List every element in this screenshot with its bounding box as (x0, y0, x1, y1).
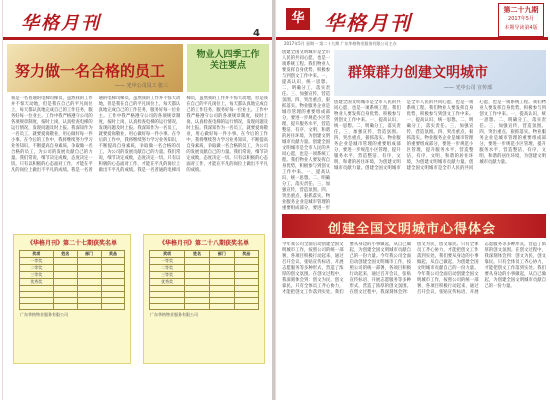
issue-guide: 本期导读第4版 (504, 25, 538, 31)
table-row (19, 304, 125, 310)
winners-box-28 (143, 234, 265, 364)
table-header: 部门 (209, 251, 234, 258)
table-header: 姓名 (185, 251, 210, 258)
table-row (19, 265, 125, 272)
left-page-number: 4 (253, 28, 260, 39)
issue-number: 第二十九期 (503, 6, 539, 14)
table-header: 姓名 (53, 251, 77, 258)
table-header: 奖项 (149, 251, 185, 258)
table-row (149, 265, 258, 272)
issue-date: 2017年5月 (508, 16, 534, 22)
section-headline: 创建全国文明城市心得体会 (328, 222, 497, 237)
right-masthead-title: 华格月刊 (324, 11, 412, 35)
winners-table-27 (19, 250, 126, 310)
table-row (149, 258, 258, 265)
winners-box-27-title: 《华格月刊》第二十七期获奖名单 (26, 240, 117, 247)
table-cell: 三等奖 (149, 272, 185, 279)
company-logo: 华 (286, 8, 310, 30)
table-header: 奖品 (101, 251, 125, 258)
table-row (149, 279, 258, 286)
right-masthead (276, 0, 548, 40)
table-row (19, 279, 125, 286)
right-body-text: 创建全国文明城市是全市人民的共同心愿，也是一项系统工程。我们物业人要发挥自身优势，积极参与到创文工作中来。一、提高认识，统一思想。二、明确分工，落实责任。三、加强宣传，营造氛围。四、突出重点，狠抓落实。物业服务企业是城市管理的重要组成部分，要进一步规范小区管理，提升服务水平，营造整洁、有序、文明、和谐的居住环境，为创建文明城市贡献力量。创建全国文明城市是全市人民的共同心愿，也是一项系统工程。我们物业人要发挥自身优势，积极参与到创文工作中来。一、提高认识，统一思想。二、明确分工，落实责任。三、加强宣传，营造氛围。四、突出重点，狠抓落实。物业服务企业是城市管理的重要组成部分，要进一步规范小区管理，提升服务水平，营造整洁、有序、文明、和谐的居住环境，为创建文明城市贡献力量。创建全国文明城市是全市人民的共同心愿，也是一项系统工程。我们物业人要发挥自身优势，积极参与到创文工作中来。一、提高认识，统一思想。二、明确分工，落实责任。三、加强宣传，营造氛围。四、突出重点，狠抓落实。物业服务企业是城市管理的重要组成部分，要进一步规范小区管理，提升服务水平，营造整洁、有序、文明、和谐的居住环境，为创建文明城市贡献力量。 (334, 100, 546, 171)
left-masthead-title: 华格月刊 (21, 13, 101, 34)
table-cell: 三等奖 (19, 272, 53, 279)
table-cell: 一等奖 (149, 258, 185, 265)
side-feature-banner (187, 44, 269, 92)
table-row (19, 258, 125, 265)
side-feature-headline: 物业人四季工作关注要点 (196, 50, 260, 71)
right-left-column-text: 创建全国文明城市是全市人民的共同心愿，也是一项系统工程。我们物业人要发挥自身优势，积极参与到创文工作中来。一、提高认识，统一思想。二、明确分工，落实责任。三、加强宣传，营造氛围。四、突出重点，狠抓落实。物业服务企业是城市管理的重要组成部分，要进一步规范小区管理，提升服务水平，营造整洁、有序、文明、和谐的居住环境，为创建文明城市贡献力量。创建全国文明城市是全市人民的共同心愿，也是一项系统工程。我们物业人要发挥自身优势，积极参与到创文工作中来。一、提高认识，统一思想。二、明确分工，落实责任。三、加强宣传，营造氛围。四、突出重点，狠抓落实。物业服务企业是城市管理的重要组成部分，要进一步 (282, 50, 330, 210)
right-banner-headline: 群策群力创建文明城市 (348, 65, 488, 81)
right-banner-subtitle: —— 光中公司 宣传部 (444, 85, 493, 91)
table-header: 奖品 (234, 251, 259, 258)
winners-table-28 (149, 250, 259, 310)
left-banner-headline: 努力做一名合格的员工 (15, 62, 166, 80)
issue-info-box (498, 3, 544, 37)
table-cell: 二等奖 (149, 265, 185, 272)
winners-box-28-footer: 广东华格物业服务有限公司 (150, 312, 198, 317)
winners-box-27 (13, 234, 131, 364)
table-cell: 优秀奖 (19, 279, 53, 286)
dateline: 2017年5月 星期一 第二十九期 广东华格物业服务有限公司主办 (284, 41, 397, 46)
right-bottom-text: 今年我公司全面启动创建全国文明城市工作，按照公司的统一部署，各项目积极行动起来，通过召开会议、张贴宣传标语、开展志愿服务等多种形式，营造了浓厚的创文氛围。在创文过程中，我深刻体会到：创文为民，创文靠民。只有全体员工齐心协力，才能把创文工作落到实处。我们要从身边的小事做起，从自己做起，为创建全国文明城市贡献自己的一份力量。今年我公司全面启动创建全国文明城市工作，按照公司的统一部署，各项目积极行动起来，通过召开会议、张贴宣传标语、开展志愿服务等多种形式，营造了浓厚的创文氛围。在创文过程中，我深刻体会到：创文为民，创文靠民。只有全体员工齐心协力，才能把创文工作落到实处。我们要从身边的小事做起，从自己做起，为创建全国文明城市贡献自己的一份力量。今年我公司全面启动创建全国文明城市工作，按照公司的统一部署，各项目积极行动起来，通过召开会议、张贴宣传标语、开展志愿服务等多种形式，营造了浓厚的创文氛围。在创文过程中，我深刻体会到：创文为民，创文靠民。只有全体员工齐心协力，才能把创文工作落到实处。我们要从身边的小事做起，从自己做起，为创建全国文明城市贡献自己的一份力量。 (282, 242, 546, 295)
table-cell: 二等奖 (19, 265, 53, 272)
table-cell: 优秀奖 (149, 279, 185, 286)
section-banner (282, 214, 546, 238)
left-banner (7, 44, 183, 92)
winners-box-28-title: 《华格月刊》第二十八期获奖名单 (158, 240, 249, 247)
table-header: 奖项 (19, 251, 53, 258)
table-header: 部门 (77, 251, 101, 258)
right-page (275, 0, 548, 400)
left-page (2, 0, 273, 400)
table-cell: 一等奖 (19, 258, 53, 265)
table-row (149, 304, 258, 310)
table-row (19, 272, 125, 279)
left-body-text: 我是一名普通的电梯司梯员，虽然我的工作并不惊天动地，但是我在自己的平凡岗位上，每天都认真地完成自己的工作任务，服务好每一位业主。工作中我严格遵守公司的各项规章制度，按时上岗，认真检查电梯的运行情况，发现问题及时上报。我深知作为一名员工，就要爱岗敬业，用心做好每一件小事。在今后的工作中，我将继续努力学习业务知识，不断提高自身素质，争取做一名合格的员工，为公司的发展贡献自己的力量。我们常说，细节决定成败，态度决定一切。只有以积极的心态面对工作，才能在平凡的岗位上做出不平凡的成绩。我是一名普通的电梯司梯员，虽然我的工作并不惊天动地，但是我在自己的平凡岗位上，每天都认真地完成自己的工作任务，服务好每一位业主。工作中我严格遵守公司的各项规章制度，按时上岗，认真检查电梯的运行情况，发现问题及时上报。我深知作为一名员工，就要爱岗敬业，用心做好每一件小事。在今后的工作中，我将继续努力学习业务知识，不断提高自身素质，争取做一名合格的员工，为公司的发展贡献自己的力量。我们常说，细节决定成败，态度决定一切。只有以积极的心态面对工作，才能在平凡的岗位上做出不平凡的成绩。我是一名普通的电梯司梯员，虽然我的工作并不惊天动地，但是我在自己的平凡岗位上，每天都认真地完成自己的工作任务，服务好每一位业主。工作中我严格遵守公司的各项规章制度，按时上岗，认真检查电梯的运行情况，发现问题及时上报。我深知作为一名员工，就要爱岗敬业，用心做好每一件小事。在今后的工作中，我将继续努力学习业务知识，不断提高自身素质，争取做一名合格的员工，为公司的发展贡献自己的力量。我们常说，细节决定成败，态度决定一切。只有以积极的心态面对工作，才能在平凡的岗位上做出不平凡的成绩。 (11, 96, 268, 173)
table-row (149, 272, 258, 279)
winners-box-27-footer: 广东华格物业服务有限公司 (20, 312, 68, 317)
left-banner-subtitle: —— 光中公司员工 张三 (115, 83, 169, 89)
left-masthead (3, 0, 273, 40)
right-banner (334, 50, 546, 96)
